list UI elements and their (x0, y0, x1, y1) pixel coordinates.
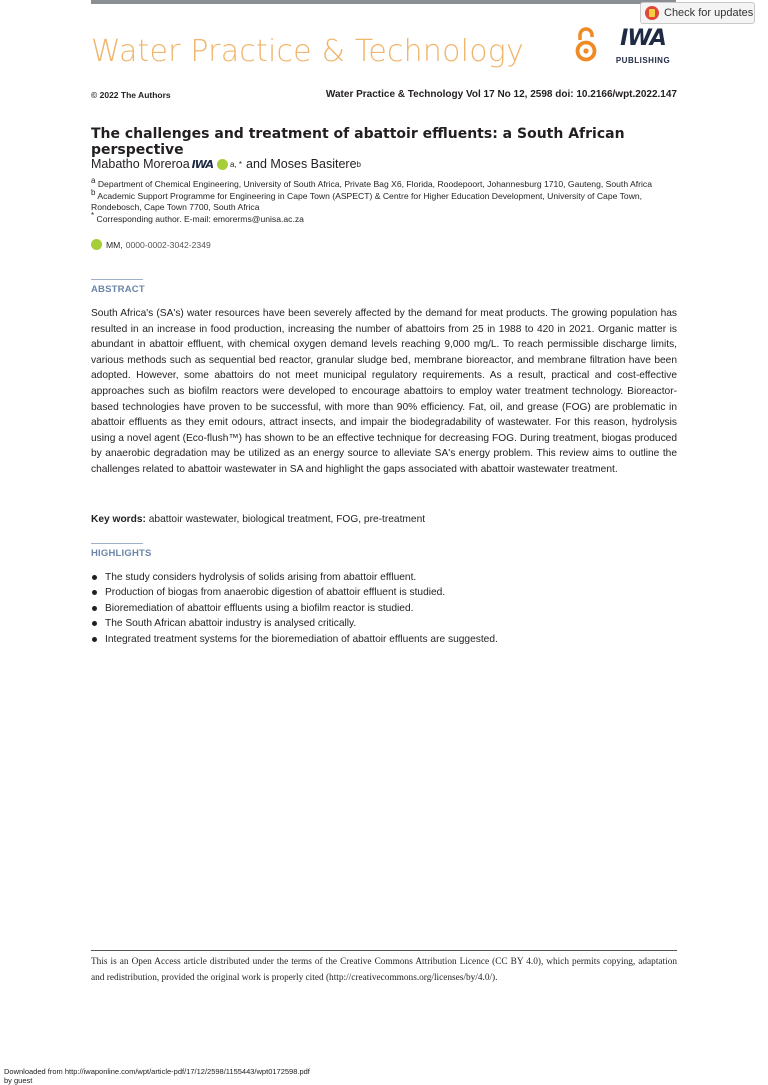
check-updates-label: Check for updates (664, 7, 754, 19)
orcid-icon[interactable] (91, 239, 102, 250)
top-rule (91, 0, 676, 4)
author-superscript: a, * (230, 159, 243, 169)
orcid-initials: MM, (106, 239, 123, 250)
abstract-heading: ABSTRACT (91, 284, 145, 295)
author-name: and Moses Basitere (246, 157, 357, 171)
download-by: by guest (4, 1075, 33, 1085)
highlight-item: The South African abattoir industry is analysed critically. (91, 616, 677, 631)
paper-title: The challenges and treatment of abattoir effluents: a South African perspective (91, 126, 625, 158)
footer-rule (91, 950, 677, 951)
download-source: Downloaded from http://iwaponline.com/wpt/article-pdf/17/12/2598/1155443/wpt0172598.pdf (4, 1067, 310, 1076)
author-line (91, 157, 361, 171)
check-updates-icon (645, 6, 659, 20)
journal-title: Water Practice & Technology (91, 34, 524, 69)
orcid-icon[interactable] (217, 159, 228, 170)
orcid-line (91, 239, 211, 250)
highlight-item: Bioremediation of abattoir effluents using a biofilm reactor is studied. (91, 601, 677, 616)
highlight-item: Integrated treatment systems for the bioremediation of abattoir effluents are suggested. (91, 632, 677, 647)
copyright: © 2022 The Authors (91, 90, 171, 100)
author-superscript: b (356, 159, 361, 169)
iwa-member-logo: IWA (191, 157, 214, 171)
affiliation-marker: * (91, 211, 95, 220)
highlights-heading: HIGHLIGHTS (91, 548, 152, 559)
section-rule (91, 279, 143, 280)
affiliation-text: Academic Support Programme for Engineering in Cape Town (ASPECT) & Centre for Higher Education Development, University of Cape Town, Rondebosch, Cape Town 7700, South Africa (91, 190, 643, 213)
keywords-list: abattoir wastewater, biological treatment, FOG, pre-treatment (148, 514, 426, 525)
iwa-logo-subtext: PUBLISHING (615, 56, 671, 65)
citation: Water Practice & Technology Vol 17 No 12, 2598 doi: 10.2166/wpt.2022.147 (325, 89, 677, 100)
abstract-text: South Africa's (SA's) water resources have been severely affected by the demand for meat products. The growing population has resulted in an increase in food production, increasing the number of abattoirs from 25 in 1988 to 420 in 2021. Organic matter is abundant in abattoir effluent, with chemical oxygen demand levels reaching 9,000 mg/L. To reach permissible discharge limits, various methods such as sequential bed reactor, granular sludge bed, membrane bioreactor, and membrane filtration have been adopted. However, some abattoirs do not meet municipal regulatory requirements. As a result, practical and cost-effective approaches such as biofilm reactors were developed to encourage abattoirs to employ water treatment technology. Bioreactor-based technologies have proven to be successful, with more than 90% efficiency. Fat, oil, and grease (FOG) are problematic in abattoir effluents as they emit odours, attract insects, and impair the biodegradability of wastewater. For this reason, hydrolysis using a novel agent (Eco-flush™) has shown to be an effective technique for decreasing FOG. During treatment, biogas produced by anaerobic degradation may be utilized as an energy source to alleviate SA's energy problem. This review aims to outline the challenges related to abattoir wastewater in SA and highlight the gaps associated with abattoir wastewater treatment. (91, 308, 677, 475)
iwa-logo-text: IWA (620, 26, 666, 51)
section-rule (91, 543, 143, 544)
orcid-id-link[interactable]: 0000-0002-3042-2349 (125, 239, 211, 250)
highlights-list (91, 570, 677, 647)
license-note: This is an Open Access article distributed under the terms of the Creative Commons Attribution Licence (CC BY 4.0), which permits copying, adaptation and redistribution, provided the original work is properly cited (http://creativecommons.org/licenses/by/4.0/). (91, 957, 677, 983)
affiliation-text: Corresponding author. E-mail: emorerms@unisa.ac.za (96, 213, 304, 224)
affiliation-text: Department of Chemical Engineering, University of South Africa, Private Bag X6, Florida, Roodepoort, Johannesburg 1710, Gauteng, South Africa (97, 178, 652, 189)
check-for-updates-button[interactable] (640, 2, 755, 24)
keywords-label: Key words: (91, 514, 146, 525)
affiliation-marker: b (91, 188, 96, 197)
highlight-item: Production of biogas from anaerobic digestion of abattoir effluent is studied. (91, 585, 677, 600)
keywords (91, 514, 425, 525)
open-access-icon (575, 26, 597, 64)
iwa-publishing-logo (609, 26, 677, 68)
download-note (4, 1068, 310, 1085)
affiliation-marker: a (91, 176, 96, 185)
corresponding-author (91, 210, 681, 225)
highlight-item: The study considers hydrolysis of solids arising from abattoir effluent. (91, 570, 677, 585)
author-name: Mabatho Moreroa (91, 157, 190, 171)
